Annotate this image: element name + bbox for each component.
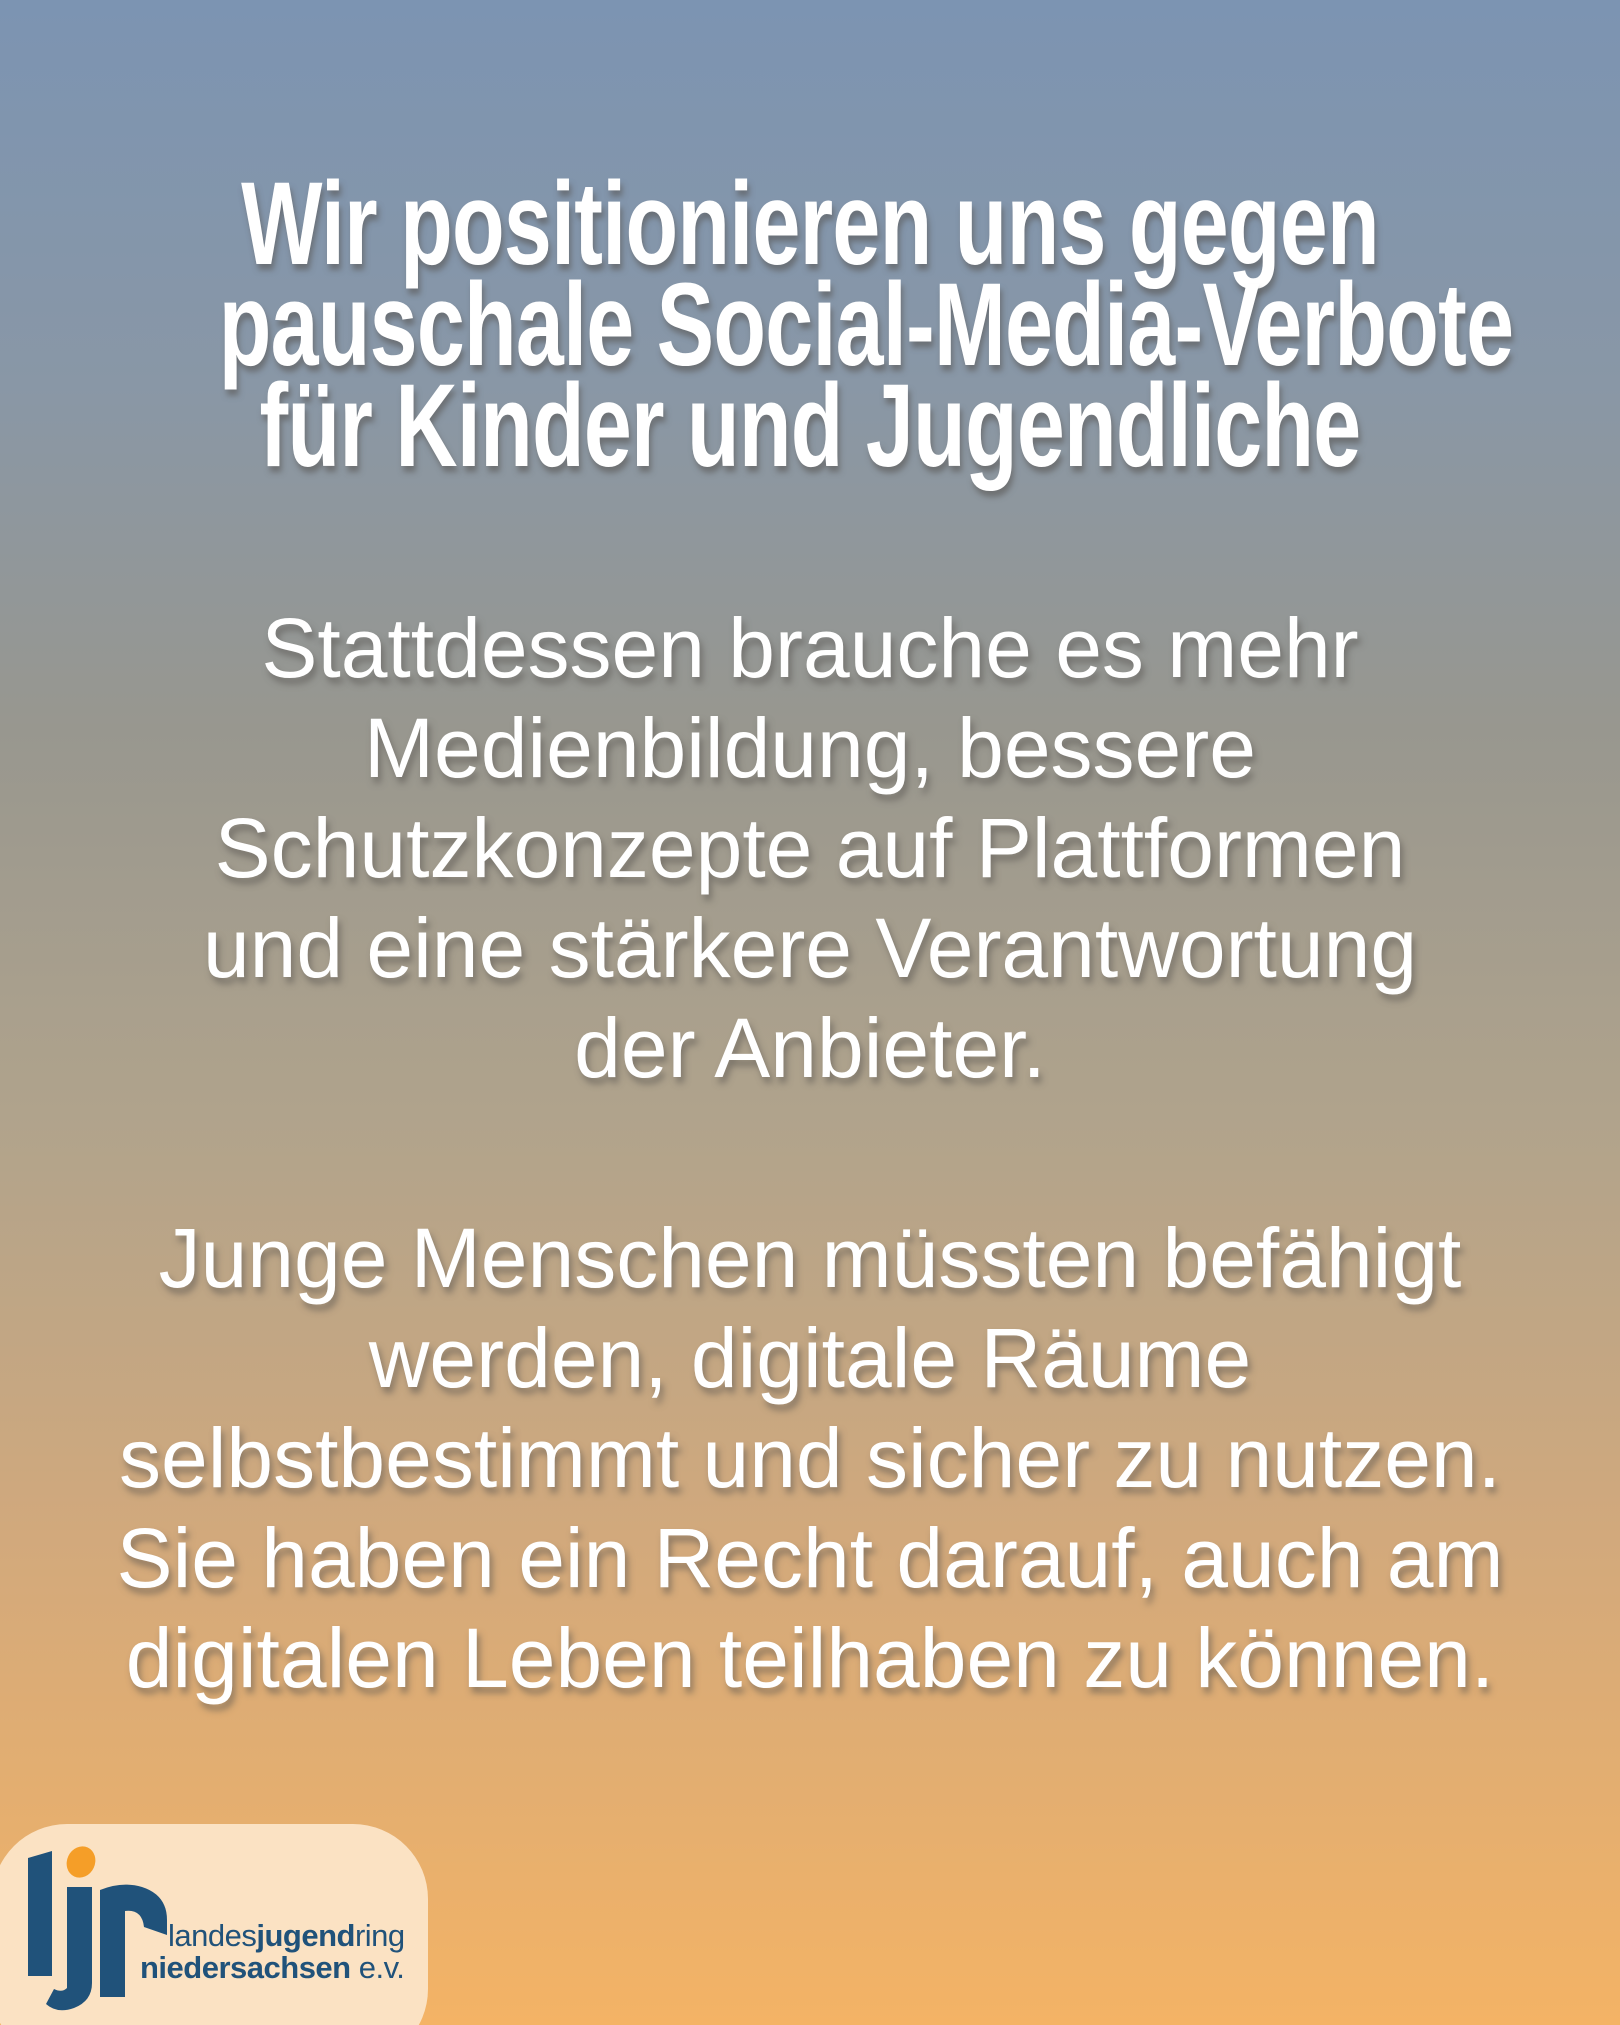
headline-line: pauschale Social-Media-Verbote xyxy=(218,259,1514,391)
headline-line: Wir positionieren uns gegen xyxy=(241,158,1379,290)
paragraph-2 xyxy=(0,1208,1620,1708)
org-name-segment: jugend xyxy=(256,1918,355,1953)
paragraph-line: Sie haben ein Recht darauf, auch am xyxy=(116,1511,1504,1605)
org-name-segment: e.v. xyxy=(350,1950,405,1985)
logo-badge xyxy=(0,1824,428,2025)
org-name-line-1 xyxy=(168,1920,405,1951)
ljr-letter-j xyxy=(46,1887,92,2010)
paragraph-line: Junge Menschen müssten befähigt xyxy=(158,1211,1462,1305)
ljr-letter-l xyxy=(28,1851,52,1976)
paragraph-line: digitalen Leben teilhaben zu können. xyxy=(125,1611,1495,1705)
paragraph-line: der Anbieter. xyxy=(574,1001,1046,1095)
paragraph-line: Medienbildung, bessere xyxy=(364,701,1256,795)
paragraph-line: und eine stärkere Verantwortung xyxy=(202,901,1418,995)
paragraph-line: Stattdessen brauche es mehr xyxy=(261,601,1359,695)
ljr-logo xyxy=(24,1843,174,2013)
headline-line: für Kinder und Jugendliche xyxy=(259,360,1361,492)
paragraph-line: Schutzkonzepte auf Plattformen xyxy=(214,801,1406,895)
org-name-segment: niedersachsen xyxy=(140,1950,351,1985)
paragraph-1 xyxy=(0,598,1620,1098)
paragraph-line: selbstbestimmt und sicher zu nutzen. xyxy=(119,1411,1501,1505)
org-name-segment: landes xyxy=(168,1918,257,1953)
org-name-line-2 xyxy=(140,1952,404,1983)
ljr-j-dot-icon xyxy=(62,1843,101,1882)
org-name-segment: ring xyxy=(354,1918,405,1953)
headline xyxy=(218,158,1514,492)
paragraph-line: werden, digitale Räume xyxy=(368,1311,1252,1405)
